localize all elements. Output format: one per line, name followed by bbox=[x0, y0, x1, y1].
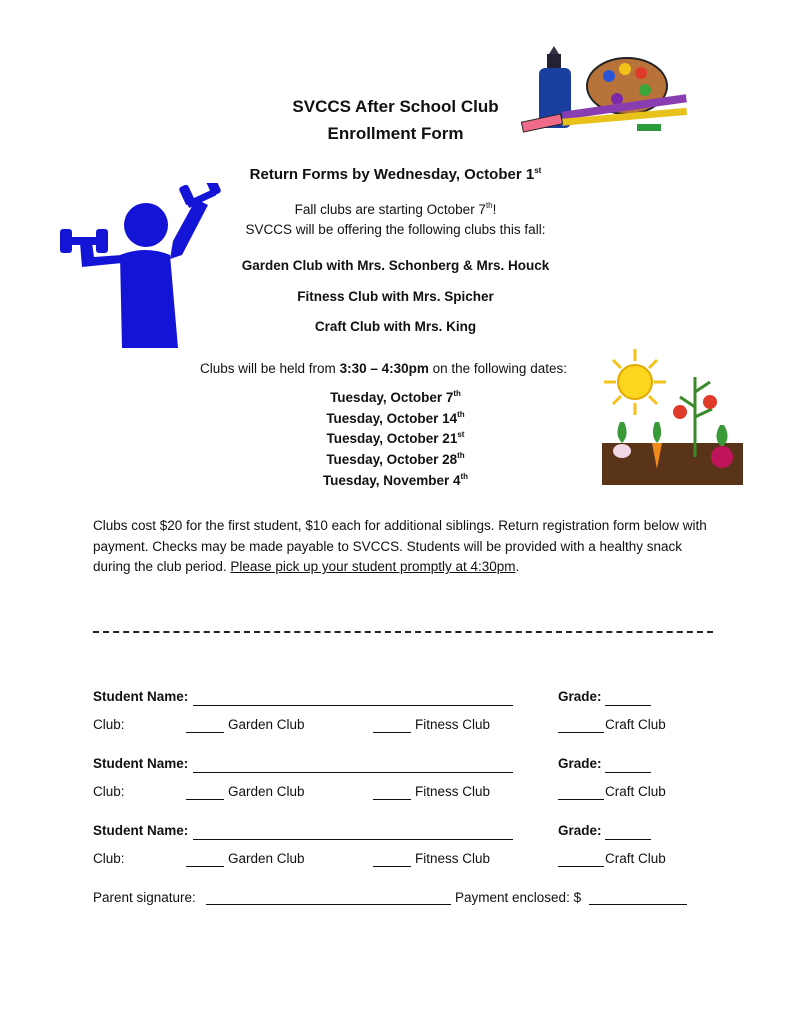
garden-club-option: Garden Club bbox=[228, 784, 305, 799]
date-item: Tuesday, October 28th bbox=[326, 451, 465, 468]
craft-club-option: Craft Club bbox=[605, 851, 666, 866]
date-item: Tuesday, November 4th bbox=[322, 471, 469, 488]
payment-amount-field[interactable] bbox=[589, 892, 687, 905]
craft-club-blank[interactable] bbox=[558, 787, 604, 800]
fitness-club-blank[interactable] bbox=[373, 720, 411, 733]
cut-line-divider bbox=[93, 631, 713, 633]
student-name-label: Student Name: bbox=[93, 756, 189, 771]
date-item: Tuesday, October 7th bbox=[330, 389, 461, 405]
title-line-2: Enrollment Form bbox=[327, 124, 464, 143]
garden-club-option: Garden Club bbox=[228, 851, 305, 866]
student-entry-2 bbox=[93, 755, 713, 799]
fitness-club-option: Fitness Club bbox=[415, 851, 491, 866]
date-item: Tuesday, October 14th bbox=[326, 409, 465, 426]
club-item: Fitness Club with Mrs. Spicher bbox=[297, 289, 494, 304]
craft-club-blank[interactable] bbox=[558, 854, 604, 867]
pickup-notice: Please pick up your student promptly at 4:30pm bbox=[230, 559, 516, 574]
date-item: Tuesday, October 21st bbox=[326, 430, 465, 447]
parent-signature-label: Parent signature: bbox=[93, 890, 196, 905]
student-name-label: Student Name: bbox=[93, 823, 189, 838]
craft-club-option: Craft Club bbox=[605, 717, 666, 732]
student-name-field[interactable] bbox=[193, 825, 513, 840]
club-label: Club: bbox=[93, 851, 125, 866]
garden-club-blank[interactable] bbox=[186, 787, 224, 800]
garden-club-blank[interactable] bbox=[186, 720, 224, 733]
student-name-field[interactable] bbox=[193, 691, 513, 706]
garden-club-blank[interactable] bbox=[186, 854, 224, 867]
cost-paragraph: Clubs cost $20 for the first student, $10 each for additional siblings. Return registration form below with payment. Checks may be made payable to SVCCS. Students will be provided with a healthy snack during the club period. Please pick up your student promptly at 4:30pm. bbox=[93, 518, 707, 574]
intro-text bbox=[0, 200, 791, 240]
fitness-club-option: Fitness Club bbox=[415, 784, 491, 799]
garden-club-option: Garden Club bbox=[228, 717, 305, 732]
club-item: Garden Club with Mrs. Schonberg & Mrs. Houck bbox=[241, 258, 550, 273]
student-name-label: Student Name: bbox=[93, 689, 189, 704]
signature-row bbox=[93, 889, 713, 911]
intro-line-2: SVCCS will be offering the following clubs this fall: bbox=[245, 222, 546, 237]
grade-label: Grade: bbox=[558, 823, 602, 838]
parent-signature-field[interactable] bbox=[206, 892, 451, 905]
page-title bbox=[0, 93, 791, 147]
craft-club-blank[interactable] bbox=[558, 720, 604, 733]
student-entry-1 bbox=[93, 688, 713, 732]
fitness-club-option: Fitness Club bbox=[415, 717, 491, 732]
schedule-text: Clubs will be held from 3:30 – 4:30pm on the following dates: bbox=[200, 361, 567, 376]
grade-field[interactable] bbox=[605, 758, 651, 773]
club-label: Club: bbox=[93, 717, 125, 732]
student-entry-3 bbox=[93, 822, 713, 866]
grade-field[interactable] bbox=[605, 825, 651, 840]
payment-label: Payment enclosed: $ bbox=[455, 890, 582, 905]
fitness-club-blank[interactable] bbox=[373, 854, 411, 867]
intro-line-1: Fall clubs are starting October 7th! bbox=[294, 201, 497, 217]
student-name-field[interactable] bbox=[193, 758, 513, 773]
fitness-club-blank[interactable] bbox=[373, 787, 411, 800]
grade-label: Grade: bbox=[558, 756, 602, 771]
craft-club-option: Craft Club bbox=[605, 784, 666, 799]
club-item: Craft Club with Mrs. King bbox=[314, 319, 477, 334]
garden-icon bbox=[600, 347, 745, 487]
title-line-1: SVCCS After School Club bbox=[292, 97, 499, 116]
return-deadline: Return Forms by Wednesday, October 1st bbox=[249, 166, 542, 183]
grade-label: Grade: bbox=[558, 689, 602, 704]
grade-field[interactable] bbox=[605, 691, 651, 706]
club-label: Club: bbox=[93, 784, 125, 799]
